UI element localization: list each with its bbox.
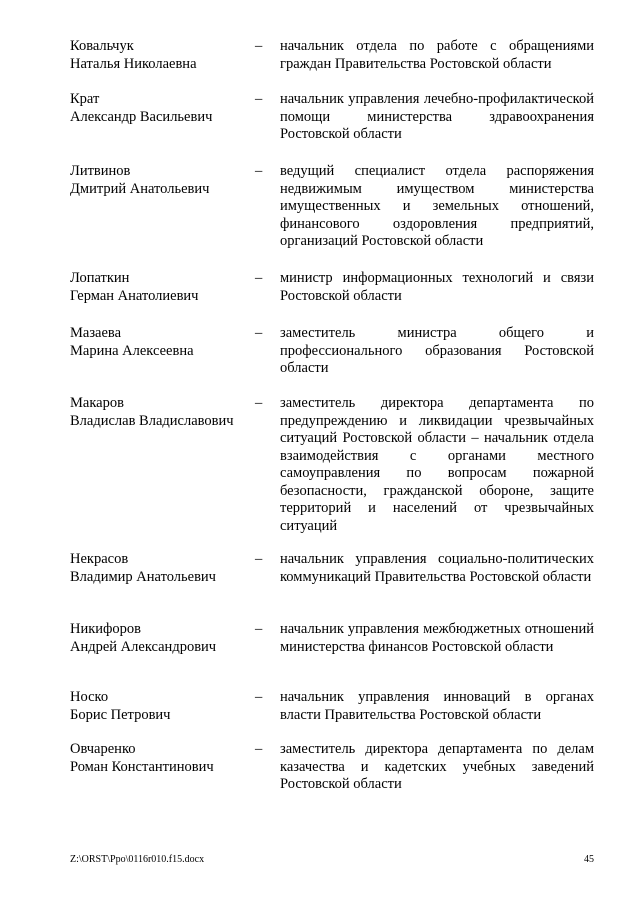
given-names: Марина Алексеевна: [70, 342, 194, 359]
dash: –: [255, 163, 263, 179]
position-description: начальник управления социально-политических коммуникаций Правительства Ростовской области: [280, 551, 594, 585]
dash: –: [255, 689, 263, 705]
position-description: начальник отдела по работе с обращениями граждан Правительства Ростовской области: [280, 38, 594, 72]
given-names: Герман Анатолиевич: [70, 287, 199, 304]
person-name: [70, 325, 250, 360]
surname: Мазаева: [70, 325, 122, 341]
given-names: Андрей Александрович: [70, 638, 217, 655]
surname: Лопаткин: [70, 270, 130, 286]
given-names: Роман Константинович: [70, 758, 214, 775]
position-description: начальник управления межбюджетных отношений министерства финансов Ростовской области: [280, 621, 594, 655]
position-description: ведущий специалист отдела распоряжения недвижимым имуществом министерства имущественных и земельных отношений, финансового оздоровления предприятий, организаций Ростовской области: [280, 163, 594, 249]
surname: Носко: [70, 689, 109, 705]
person-name: [70, 621, 250, 656]
surname: Ковальчук: [70, 38, 134, 54]
dash: –: [255, 38, 263, 54]
position-description: заместитель министра общего и профессионального образования Ростовской области: [280, 325, 594, 376]
surname: Овчаренко: [70, 741, 136, 757]
dash: –: [255, 741, 263, 757]
position-description: начальник управления лечебно-профилактической помощи министерства здравоохранения Ростовской области: [280, 91, 594, 142]
given-names: Наталья Николаевна: [70, 55, 197, 72]
person-name: [70, 689, 250, 724]
dash: –: [255, 621, 263, 637]
given-names: Дмитрий Анатольевич: [70, 180, 210, 197]
person-name: [70, 38, 250, 73]
person-name: [70, 741, 250, 776]
person-name: [70, 163, 250, 198]
surname: Крат: [70, 91, 100, 107]
dash: –: [255, 551, 263, 567]
position-description: начальник управления инноваций в органах власти Правительства Ростовской области: [280, 689, 594, 723]
given-names: Александр Васильевич: [70, 108, 213, 125]
given-names: Владимир Анатольевич: [70, 568, 216, 585]
page-number: 45: [584, 854, 594, 865]
dash: –: [255, 270, 263, 286]
person-name: [70, 395, 250, 430]
surname: Некрасов: [70, 551, 129, 567]
position-description: заместитель директора департамента по предупреждению и ликвидации чрезвычайных ситуаций Ростовской области – начальник отдела взаимодействия с органами местного самоуправления по вопросам пожарной безопасности, гражданской обороне, защите территорий и населений от чрезвычайных ситуаций: [280, 395, 594, 534]
person-name: [70, 91, 250, 126]
position-description: заместитель директора департамента по делам казачества и кадетских учебных заведений Ростовской области: [280, 741, 594, 792]
surname: Макаров: [70, 395, 124, 411]
surname: Никифоров: [70, 621, 142, 637]
dash: –: [255, 91, 263, 107]
dash: –: [255, 325, 263, 341]
dash: –: [255, 395, 263, 411]
person-name: [70, 270, 250, 305]
position-description: министр информационных технологий и связи Ростовской области: [280, 270, 594, 304]
surname: Литвинов: [70, 163, 131, 179]
given-names: Борис Петрович: [70, 706, 171, 723]
person-name: [70, 551, 250, 586]
file-path: Z:\ORST\Ppo\0116r010.f15.docx: [70, 854, 205, 865]
given-names: Владислав Владиславович: [70, 412, 234, 429]
